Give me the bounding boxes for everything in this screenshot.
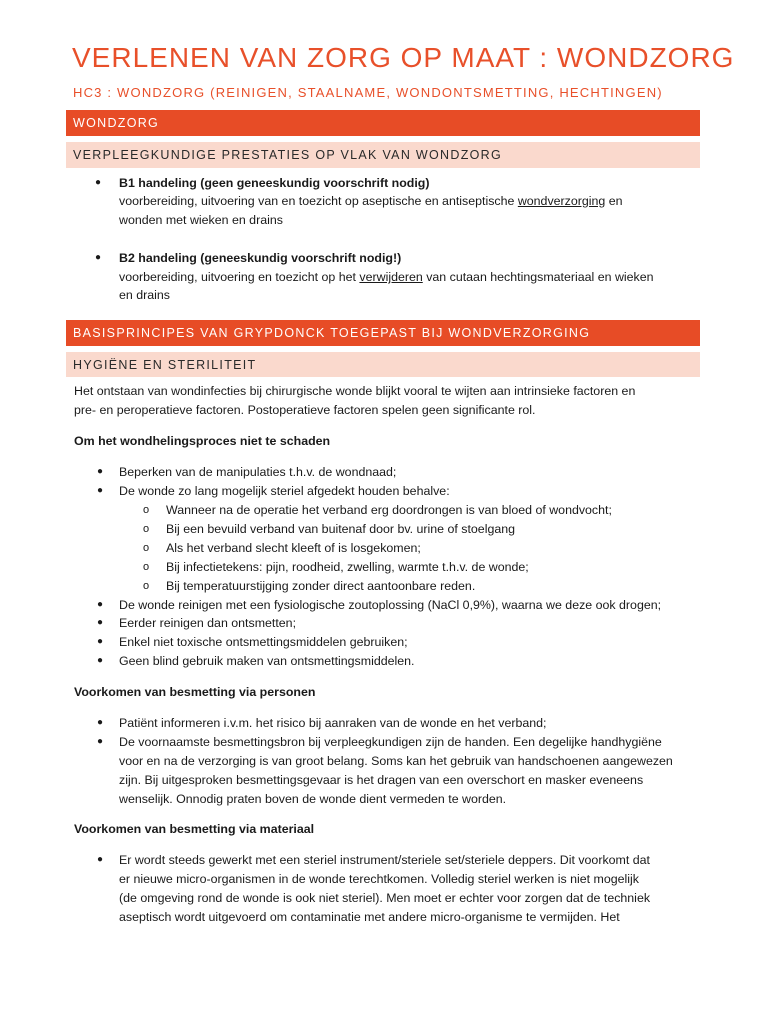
heal-item-6: Geen blind gebruik maken van ontsmettingsmiddelen. xyxy=(119,654,415,668)
heal-sub-item-3: Als het verband slecht kleeft of is losgekomen; xyxy=(166,541,421,555)
sub-bullet-icon: o xyxy=(143,561,150,573)
intro-line-1: Het ontstaan van wondinfecties bij chirurgische wonde blijkt vooral te wijten aan intrinsieke factoren en xyxy=(74,384,636,398)
heal-item-5: Enkel niet toxische ontsmettingsmiddelen gebruiken; xyxy=(119,635,408,649)
bullet-icon: ● xyxy=(95,177,102,188)
heal-sub-item-4: Bij infectietekens: pijn, roodheid, zwelling, warmte t.h.v. de wonde; xyxy=(166,560,529,574)
persons-item-2-line-1: De voornaamste besmettingsbron bij verpleegkundigen zijn de handen. Een degelijke handhygiëne xyxy=(119,735,662,749)
bullet-icon: ● xyxy=(97,466,104,477)
subsection-header-hygiene: HYGIËNE EN STERILITEIT xyxy=(66,352,700,377)
persons-item-2-line-4: wenselijk. Onnodig praten boven de wonde dient vermeden te worden. xyxy=(119,792,507,806)
b2-line-2: en drains xyxy=(119,288,170,302)
b1-line-2: wonden met wieken en drains xyxy=(119,213,283,227)
heal-item-1: Beperken van de manipulaties t.h.v. de wondnaad; xyxy=(119,465,397,479)
bullet-icon: ● xyxy=(97,736,104,747)
bullet-icon: ● xyxy=(97,485,104,496)
persons-heading: Voorkomen van besmetting via personen xyxy=(74,685,316,699)
b1-heading: B1 handeling (geen geneeskundig voorschrift nodig) xyxy=(119,176,430,190)
b2-heading: B2 handeling (geneeskundig voorschrift nodig!) xyxy=(119,251,402,265)
subsection-header-verpleegkundige-prestaties: VERPLEEGKUNDIGE PRESTATIES OP VLAK VAN WONDZORG xyxy=(66,142,700,168)
material-item-1-line-2: er nieuwe micro-organismen in de wonde terechtkomen. Volledig steriel werken is niet mogelijk xyxy=(119,872,639,886)
bullet-icon: ● xyxy=(97,854,104,865)
b1-line-1: voorbereiding, uitvoering van en toezicht op aseptische en antiseptische wondverzorging en xyxy=(119,194,623,208)
page-title: VERLENEN VAN ZORG OP MAAT : WONDZORG xyxy=(72,42,735,73)
persons-item-1: Patiënt informeren i.v.m. het risico bij aanraken van de wonde en het verband; xyxy=(119,716,547,730)
heal-sub-item-5: Bij temperatuurstijging zonder direct aantoonbare reden. xyxy=(166,579,476,593)
bullet-icon: ● xyxy=(95,252,102,263)
bullet-icon: ● xyxy=(97,636,104,647)
material-item-1-line-4: aseptisch wordt uitgevoerd om contaminatie met andere micro-organisme te vermijden. Het xyxy=(119,910,620,924)
material-item-1-line-1: Er wordt steeds gewerkt met een steriel instrument/steriele set/steriele deppers. Dit voorkomt dat xyxy=(119,853,650,867)
heal-sub-item-1: Wanneer na de operatie het verband erg doordrongen is van bloed of wondvocht; xyxy=(166,503,612,517)
heal-sub-item-2: Bij een bevuild verband van buitenaf door bv. urine of stoelgang xyxy=(166,522,516,536)
bullet-icon: ● xyxy=(97,655,104,666)
section-header-wondzorg: WONDZORG xyxy=(66,110,700,136)
heal-item-3: De wonde reinigen met een fysiologische zoutoplossing (NaCl 0,9%), waarna we deze ook drogen; xyxy=(119,598,662,612)
heal-item-4: Eerder reinigen dan ontsmetten; xyxy=(119,616,297,630)
persons-item-2-line-3: zijn. Bij uitgesproken besmettingsgevaar is het dragen van een overschort en masker eveneens xyxy=(119,773,644,787)
bullet-icon: ● xyxy=(97,617,104,628)
section-header-grypdonck: BASISPRINCIPES VAN GRYPDONCK TOEGEPAST BIJ WONDVERZORGING xyxy=(66,320,700,346)
sub-bullet-icon: o xyxy=(143,523,150,535)
material-heading: Voorkomen van besmetting via materiaal xyxy=(74,822,315,836)
material-item-1-line-3: (de omgeving rond de wonde is ook niet steriel). Men moet er echter voor zorgen dat de techniek xyxy=(119,891,651,905)
sub-bullet-icon: o xyxy=(143,504,150,516)
page-subtitle: HC3 : WONDZORG (REINIGEN, STAALNAME, WONDONTSMETTING, HECHTINGEN) xyxy=(73,85,663,100)
link-verwijderen: verwijderen xyxy=(359,270,423,284)
intro-line-2: pre- en peroperatieve factoren. Postoperatieve factoren spelen geen significante rol. xyxy=(74,403,536,417)
sub-bullet-icon: o xyxy=(143,580,150,592)
heal-item-2: De wonde zo lang mogelijk steriel afgedekt houden behalve: xyxy=(119,484,450,498)
sub-bullet-icon: o xyxy=(143,542,150,554)
heal-heading: Om het wondhelingsproces niet te schaden xyxy=(74,434,331,448)
b2-line-1: voorbereiding, uitvoering en toezicht op het verwijderen van cutaan hechtingsmateriaal en wieken xyxy=(119,270,654,284)
link-wondverzorging: wondverzorging xyxy=(517,194,606,208)
persons-item-2-line-2: voor en na de verzorging is van groot belang. Soms kan het gebruik van handschoenen aangewezen xyxy=(119,754,673,768)
bullet-icon: ● xyxy=(97,717,104,728)
bullet-icon: ● xyxy=(97,599,104,610)
